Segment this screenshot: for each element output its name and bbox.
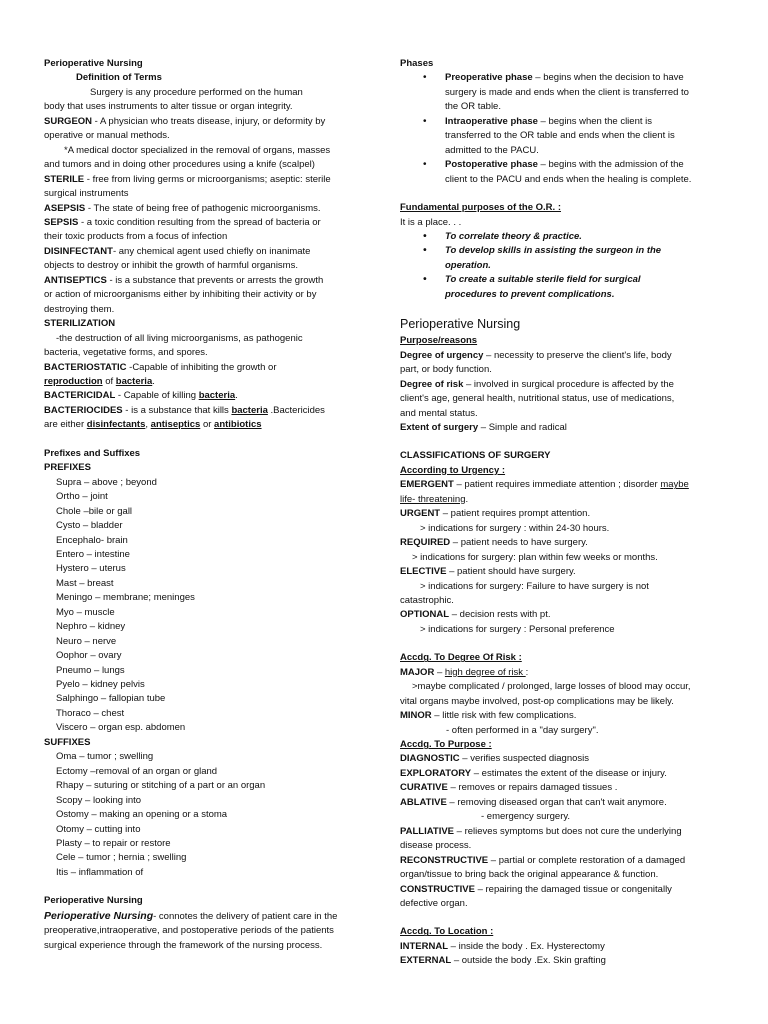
- class-exploratory: EXPLORATORY – estimates the extent of the disease or injury.: [400, 767, 667, 779]
- phase-term: Preoperative phase: [445, 72, 533, 84]
- major-indication-cont: vital organs maybe involved, post-op complications may be likely.: [400, 695, 674, 707]
- prefixes-heading: PREFIXES: [44, 462, 91, 474]
- term-sepsis: SEPSIS - a toxic condition resulting from the spread of bacteria or: [44, 216, 321, 228]
- sterilization-definition-cont: bacteria, vegetative forms, and spores.: [44, 347, 208, 359]
- prefix-item: Oophor – ovary: [56, 650, 122, 662]
- prefix-item: Supra – above ; beyond: [56, 476, 157, 488]
- fundamental-heading: Fundamental purposes of the O.R. :: [400, 202, 561, 214]
- purpose-heading: Accdg. To Purpose :: [400, 739, 492, 751]
- phase-list: [400, 71, 710, 187]
- extent-of-surgery: Extent of surgery – Simple and radical: [400, 421, 567, 433]
- risk-definition-cont: client's age, general health, nutritional status, use of medications,: [400, 393, 675, 405]
- disinfectant-definition-cont: objects to destroy or inhibit the growth of harmful organisms.: [44, 260, 298, 272]
- prefix-item: Nephro – kidney: [56, 621, 126, 633]
- prefix-item: Pyelo – kidney pelvis: [56, 679, 145, 691]
- purpose-item: [400, 230, 710, 244]
- class-diagnostic: DIAGNOSTIC – verifies suspected diagnosis: [400, 753, 590, 765]
- palliative-definition-cont: disease process.: [400, 840, 472, 852]
- urgent-indication: > indications for surgery : within 24-30 hours.: [420, 522, 610, 534]
- suffix-item: Otomy – cutting into: [56, 823, 141, 835]
- definition-heading: Definition of Terms: [76, 72, 162, 84]
- prefix-item: Neuro – nerve: [56, 635, 117, 647]
- antiseptics-definition-end: destroying them.: [44, 303, 115, 315]
- sterilization-definition: -the destruction of all living microorganisms, as pathogenic: [56, 332, 303, 344]
- class-palliative: PALLIATIVE – relieves symptoms but does not cure the underlying: [400, 825, 682, 837]
- prefix-item: Encephalo- brain: [56, 534, 128, 546]
- purpose-text: operation.: [445, 259, 491, 271]
- phase-text: – begins when the client is: [537, 115, 652, 127]
- degree-of-risk: Degree of risk – involved in surgical procedure is affected by the: [400, 378, 674, 390]
- sterile-definition-cont: surgical instruments: [44, 188, 129, 200]
- phase-text: transferred to the OR table and ends when the client is: [445, 130, 675, 142]
- class-constructive: CONSTRUCTIVE – repairing the damaged tissue or congenitally: [400, 883, 672, 895]
- term-asepsis: ASEPSIS - The state of being free of pathogenic microorganisms.: [44, 202, 321, 214]
- phase-text: – begins with the admission of the: [537, 159, 684, 171]
- right-column: [400, 57, 710, 969]
- suffix-item: Itis – inflammation of: [56, 866, 144, 878]
- ablative-indication: - emergency surgery.: [481, 811, 571, 823]
- purpose-text: To create a suitable sterile field for surgical: [445, 274, 641, 286]
- major-indication: >maybe complicated / prolonged, large losses of blood may occur,: [412, 681, 691, 693]
- suffix-item: Scopy – looking into: [56, 794, 142, 806]
- prefix-suffix-heading: Prefixes and Suffixes: [44, 447, 141, 459]
- periop-heading: Perioperative Nursing: [44, 895, 143, 907]
- suffix-item: Cele – tumor ; hernia ; swelling: [56, 852, 187, 864]
- phase-text: the OR table.: [445, 101, 501, 113]
- class-required: REQUIRED – patient needs to have surgery.: [400, 537, 588, 549]
- risk-definition-end: and mental status.: [400, 407, 478, 419]
- phase-text: surgery is made and ends when the client is transferred to: [445, 86, 689, 98]
- class-elective: ELECTIVE – patient should have surgery.: [400, 566, 576, 578]
- purpose-text: procedures to prevent complications.: [445, 288, 615, 300]
- purpose-text: To develop skills in assisting the surgeon in the: [445, 245, 662, 257]
- classifications-heading: CLASSIFICATIONS OF SURGERY: [400, 450, 551, 462]
- prefix-item: Viscero – organ esp. abdomen: [56, 722, 186, 734]
- risk-heading: Accdg. To Degree Of Risk :: [400, 652, 522, 664]
- term-bactericidal: BACTERICIDAL - Capable of killing bacteria.: [44, 390, 238, 402]
- surgeon-definition-cont: operative or manual methods.: [44, 130, 170, 142]
- class-curative: CURATIVE – removes or repairs damaged tissues .: [400, 782, 618, 794]
- class-emergent: EMERGENT – patient requires immediate attention ; disorder maybe: [400, 479, 689, 491]
- phase-item: [400, 115, 710, 158]
- class-reconstructive: RECONSTRUCTIVE – partial or complete restoration of a damaged: [400, 854, 686, 866]
- surgery-definition: Surgery is any procedure performed on the human: [90, 86, 303, 98]
- purpose-item: [400, 273, 710, 302]
- term-sterilization: STERILIZATION: [44, 318, 116, 330]
- prefix-item: Chole –bile or gall: [56, 505, 133, 517]
- purpose-text: To correlate theory & practice.: [445, 230, 582, 242]
- bacteriocides-definition-cont: are either disinfectants, antiseptics or antibiotics: [44, 419, 262, 431]
- prefix-item: Cysto – bladder: [56, 520, 123, 532]
- purpose-reasons-heading: Purpose/reasons: [400, 335, 478, 347]
- suffix-item: Oma – tumor ; swelling: [56, 751, 154, 763]
- phase-text: – begins when the decision to have: [532, 72, 684, 84]
- term-bacteriostatic: BACTERIOSTATIC -Capable of inhibiting the growth or: [44, 361, 277, 373]
- prefix-item: Myo – muscle: [56, 606, 115, 618]
- term-sterile: STERILE - free from living germs or microorganisms; aseptic: sterile: [44, 173, 331, 185]
- class-major: MAJOR – high degree of risk :: [400, 666, 529, 678]
- reconstructive-definition-cont: organ/tissue to bring back the original appearance & function.: [400, 869, 659, 881]
- phase-text: admitted to the PACU.: [445, 144, 539, 156]
- left-column: [44, 57, 350, 953]
- antiseptics-definition-cont: or action of microorganisms either by inhibiting their activity or by: [44, 289, 317, 301]
- location-heading: Accdg. To Location :: [400, 926, 494, 938]
- surgeon-note: *A medical doctor specialized in the removal of organs, masses: [64, 144, 331, 156]
- suffix-item: Ectomy –removal of an organ or gland: [56, 765, 218, 777]
- surgery-definition-cont: body that uses instruments to alter tissue or organ integrity.: [44, 101, 293, 113]
- periop-definition-cont: preoperative,intraoperative, and postoperative periods of the patients: [44, 925, 334, 937]
- phase-item: [400, 158, 710, 187]
- prefix-item: Mast – breast: [56, 577, 114, 589]
- prefix-item: Hystero – uterus: [56, 563, 126, 575]
- surgeon-note-cont: and tumors and in doing other procedures using a knife (scalpel): [44, 159, 315, 171]
- suffix-item: Plasty – to repair or restore: [56, 838, 171, 850]
- prefix-item: Ortho – joint: [56, 491, 108, 503]
- periop-definition: Perioperative Nursing- connotes the delivery of patient care in the: [44, 909, 338, 922]
- class-external: EXTERNAL – outside the body .Ex. Skin grafting: [400, 955, 606, 967]
- document-title: Perioperative Nursing: [44, 58, 143, 69]
- phase-item: [400, 71, 710, 114]
- prefix-item: Pneumo – lungs: [56, 664, 125, 676]
- periop-title: Perioperative Nursing: [400, 317, 521, 332]
- phase-term: Postoperative phase: [445, 159, 538, 171]
- required-indication: > indications for surgery: plan within few weeks or months.: [412, 551, 658, 563]
- phase-text: client to the PACU and ends when the healing is complete.: [445, 173, 692, 185]
- urgency-heading: According to Urgency :: [400, 464, 506, 476]
- minor-indication: - often performed in a "day surgery".: [446, 724, 599, 736]
- bacteriostatic-definition-cont: reproduction of bacteria.: [44, 375, 155, 387]
- class-optional: OPTIONAL – decision rests with pt.: [400, 609, 551, 621]
- constructive-definition-cont: defective organ.: [400, 898, 468, 910]
- prefix-list: [44, 476, 350, 736]
- degree-of-urgency: Degree of urgency – necessity to preserve the client's life, body: [400, 349, 672, 361]
- class-urgent: URGENT – patient requires prompt attention.: [400, 508, 591, 520]
- place-text: It is a place. . .: [400, 216, 462, 228]
- suffix-list: [44, 750, 350, 880]
- class-minor: MINOR – little risk with few complications.: [400, 710, 577, 722]
- suffixes-heading: SUFFIXES: [44, 736, 91, 748]
- optional-indication: > indications for surgery : Personal preference: [420, 623, 615, 635]
- suffix-item: Rhapy – suturing or stitching of a part or an organ: [56, 780, 266, 792]
- sepsis-definition-cont: their toxic products from a focus of infection: [44, 231, 228, 243]
- urgency-definition-cont: part, or body function.: [400, 364, 492, 376]
- prefix-item: Salphingo – fallopian tube: [56, 693, 166, 705]
- phase-term: Intraoperative phase: [445, 115, 538, 127]
- purpose-item: [400, 244, 710, 273]
- purpose-list: [400, 230, 710, 302]
- term-disinfectant: DISINFECTANT- any chemical agent used chiefly on inanimate: [44, 245, 311, 257]
- emergent-cont: life- threatening.: [400, 493, 469, 505]
- prefix-item: Thoraco – chest: [56, 707, 125, 719]
- class-ablative: ABLATIVE – removing diseased organ that can't wait anymore.: [400, 796, 667, 808]
- prefix-item: Meningo – membrane; meninges: [56, 592, 195, 604]
- elective-indication-cont: catastrophic.: [400, 594, 454, 606]
- prefix-item: Entero – intestine: [56, 548, 130, 560]
- term-bacteriocides: BACTERIOCIDES - is a substance that kills bacteria .Bactericides: [44, 404, 325, 416]
- phases-heading: Phases: [400, 58, 434, 69]
- periop-definition-end: surgical experience through the framework of the nursing process.: [44, 939, 323, 951]
- term-surgeon: SURGEON - A physician who treats disease, injury, or deformity by: [44, 115, 326, 127]
- elective-indication: > indications for surgery: Failure to have surgery is not: [420, 580, 649, 592]
- term-antiseptics: ANTISEPTICS - is a substance that prevents or arrests the growth: [44, 274, 324, 286]
- class-internal: INTERNAL – inside the body . Ex. Hysterectomy: [400, 940, 605, 952]
- suffix-item: Ostomy – making an opening or a stoma: [56, 809, 228, 821]
